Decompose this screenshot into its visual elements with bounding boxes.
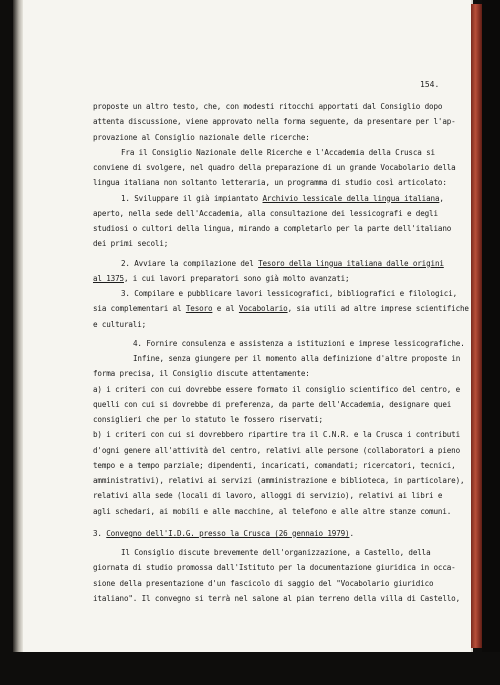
paragraph-gap: [93, 519, 445, 526]
text-line: a) i criteri con cui dovrebbe essere formato il consiglio scientifico del centro, e: [93, 384, 461, 394]
text-line: 3. Convegno dell'I.D.G. presso la Crusca (26 gennaio 1979).: [93, 528, 354, 538]
text-line: studiosi o cultori della lingua, mirando a completarlo per la parte dell'italiano: [93, 224, 452, 233]
text-line: Infine, senza giungere per il momento alla definizione d'altre proposte in: [133, 354, 461, 363]
page-number: 154.: [420, 80, 440, 89]
book-edge: [471, 4, 482, 648]
underlined-text: Vocabolario: [238, 304, 288, 314]
text-line: aperto, nella sede dell'Accademia, alla consultazione dei lessicografi e degli: [93, 208, 438, 218]
book-binding: [13, 0, 23, 652]
text-line: amministrativi), relativi ai servizi (amministrazione e biblioteca, in particolare),: [93, 476, 465, 485]
text-line: conviene di svolgere, nel quadro della preparazione di un grande Vocabolario della: [93, 163, 456, 172]
text-line: proposte un altro testo, che, con modesti ritocchi apportati dal Consiglio dopo: [93, 102, 443, 111]
text-line: 1. Sviluppare il già impiantato Archivio lessicale della lingua italiana,: [121, 193, 444, 203]
text-line: giornata di studio promossa dall'Istituto per la documentazione giuridica in occa-: [93, 563, 456, 573]
text-line: e culturali;: [93, 319, 147, 329]
text-line: attenta discussione, viene approvato nella forma seguente, da presentare per l'ap-: [93, 117, 456, 127]
text-line: al 1375, i cui lavori preparatori sono già molto avanzati;: [93, 273, 350, 283]
underlined-text: al 1375: [93, 273, 124, 283]
text-line: Il Consiglio discute brevemente dell'organizzazione, a Castello, della: [121, 548, 431, 557]
text-line: d'ogni genere all'attività del centro, relativi alle persone (collaboratori a pieno: [93, 445, 461, 455]
text-line: quelli con cui si dovrebbe di preferenza, da parte dell'Accademia, designare quei: [93, 399, 452, 409]
text-line: relativi alla sede (locali di lavoro, alloggi di servizio), relativi ai libri e: [93, 491, 443, 501]
underlined-text: Archivio lessicale della lingua italiana: [262, 193, 440, 203]
underlined-text: Tesoro della lingua italiana dalle origini: [258, 258, 444, 268]
underlined-text: Convegno dell'I.D.G. presso la Crusca (26 gennaio 1979): [106, 528, 350, 538]
text-line: forma precisa, il Consiglio discute attentamente:: [93, 369, 310, 379]
text-line: b) i criteri con cui si dovrebbero ripartire tra il C.N.R. e la Crusca i contributi: [93, 430, 461, 440]
background-bottom: [0, 652, 500, 685]
text-line: Fra il Consiglio Nazionale delle Ricerche e l'Accademia della Crusca si: [121, 147, 435, 157]
text-line: dei primi secoli;: [93, 239, 169, 249]
text-line: consiglieri che per lo statuto le fossero riservati;: [93, 415, 323, 424]
text-line: 4. Fornire consulenza e assistenza a istituzioni e imprese lessicografiche.: [133, 338, 465, 348]
text-line: agli schedari, ai mobili e alle macchine, al telefono e alle altre stanze comuni.: [93, 506, 452, 516]
text-line: tempo e a tempo parziale; dipendenti, incaricati, comandati; ricercatori, tecnici,: [93, 460, 456, 470]
text-line: sione della presentazione d'un fascicolo di saggio del "Vocabolario giuridico: [93, 578, 434, 588]
text-line: sia complementari al Tesoro e al Vocabolario, sia utili ad altre imprese scientifiche: [93, 304, 469, 314]
text-line: provazione al Consiglio nazionale delle ricerche:: [93, 132, 310, 142]
text-line: italiano". Il convegno si terrà nel salone al pian terreno della villa di Castello,: [93, 593, 461, 603]
background-edge: [482, 0, 500, 685]
document-text: [93, 99, 469, 606]
text-line: lingua italiana non soltanto letteraria, un programma di studio così articolato:: [93, 178, 447, 188]
text-line: 3. Compilare e pubblicare lavori lessicografici, bibliografici e filologici,: [121, 289, 458, 298]
text-line: 2. Avviare la compilazione del Tesoro della lingua italiana dalle origini: [121, 258, 444, 268]
underlined-text: Tesoro: [185, 304, 213, 314]
